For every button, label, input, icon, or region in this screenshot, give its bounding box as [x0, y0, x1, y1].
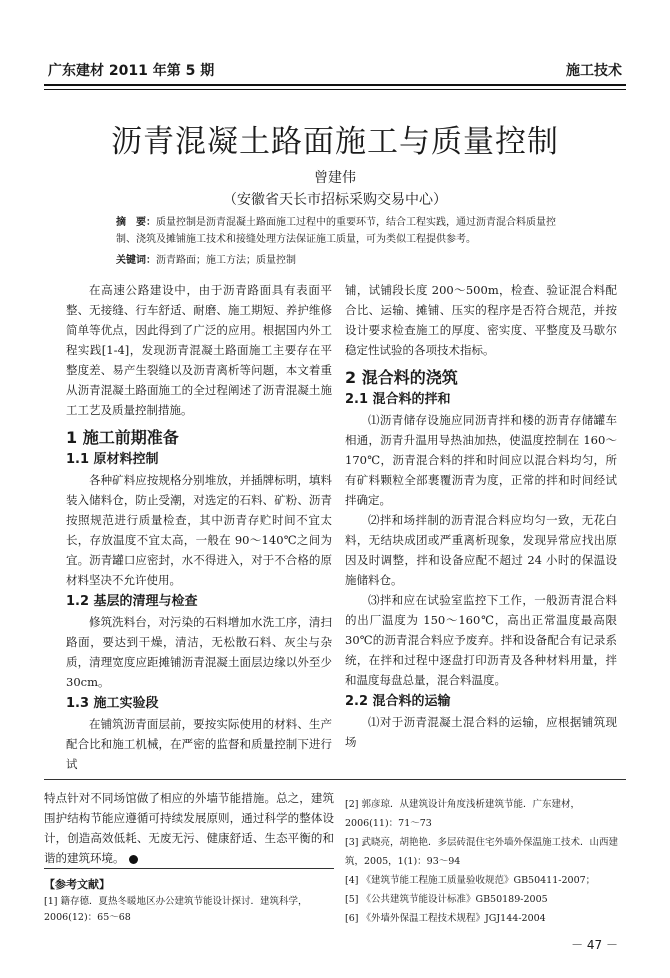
subsection-heading-2-2: 2.2 混合料的运输: [345, 694, 451, 709]
paragraph-1-3: 在铺筑沥青面层前，要按实际使用的材料、生产配合比和施工机械，在严密的监督和质量控制下进行试: [66, 717, 332, 771]
reference-item: [4] 《建筑节能工程施工质量验收规范》GB50411-2007；: [345, 875, 596, 886]
subsection-heading-2-1: 2.1 混合料的拌和: [345, 392, 451, 407]
section-heading-2: 2 混合料的浇筑: [345, 368, 458, 387]
paragraph-1-2: 修筑洗料台，对污染的石料增加水洗工序，清扫路面，要达到干燥，清洁，无松散石料、灰尘与杂质，清理宽度应距摊铺沥青混凝土面层边缘以外至少 30cm。: [66, 615, 332, 689]
article-divider: [44, 779, 626, 780]
paragraph-2-2-1: ⑴对于沥青混凝土混合料的运输，应根据铺筑现场: [345, 715, 617, 749]
affiliation: （安徽省天长市招标采购交易中心）: [223, 192, 447, 208]
abstract-text: 质量控制是沥青混凝土路面施工过程中的重要环节，结合工程实践，通过沥青混合料质量控制、浇筑及摊铺施工技术和接缝处理方法保证施工质量，可为类似工程提供参考。: [116, 217, 556, 245]
references-rule: [44, 868, 334, 869]
running-header: [44, 56, 626, 82]
references-title: 【参考文献】: [44, 878, 110, 891]
section-heading-1: 1 施工前期准备: [66, 428, 179, 447]
right-column: [345, 280, 617, 752]
reference-item: [2] 郭彦琼．从建筑设计角度浅析建筑节能．广东建材，2006(11)：71～73: [345, 799, 580, 829]
reference-item: [1] 籍存德．夏热冬暖地区办公建筑节能设计探讨．建筑科学，2006(12)：65～68: [44, 896, 308, 923]
reference-item: [6] 《外墙外保温工程技术规程》JGJ144-2004: [345, 913, 546, 924]
reference-item: [5] 《公共建筑节能设计标准》GB50189-2005: [345, 894, 548, 905]
keywords-text: 沥青路面；施工方法；质量控制: [156, 255, 296, 266]
references-left: [44, 894, 334, 926]
paragraph-1-3-cont: 铺，试铺段长度 200～500m，检查、验证混合料配合比、运输、摊铺、压实的程序是否符合规范，并按设计要求检查施工的厚度、密实度、平整度及马歇尔稳定性试验的各项技术指标。: [345, 283, 617, 357]
reference-item: [3] 武晓亮，胡艳艳．多层砖混住宅外墙外保温施工技术．山西建筑，2005，1(1)：93～94: [345, 837, 618, 867]
left-column: [66, 280, 332, 774]
references-right: [345, 795, 627, 928]
abstract: [116, 214, 570, 248]
keywords: [116, 251, 570, 266]
article-title: 沥青混凝土路面施工与质量控制: [111, 124, 559, 160]
abstract-label: 摘 要：: [116, 217, 156, 228]
keywords-label: 关键词：: [116, 255, 156, 266]
subsection-heading-1-1: 1.1 原材料控制: [66, 452, 159, 467]
header-rule-thin: [44, 89, 626, 90]
previous-article-ending: [44, 788, 334, 868]
paragraph-2-1-3: ⑶拌和应在试验室监控下工作，一般沥青混合料的出厂温度为 150～160℃，高出正常温度最高限 30℃的沥青混合料应予废弃。拌和设备配合有记录系统，在拌和过程中逐盘打印沥青及各种材料用量，拌和温度每盘总量，混合料温度。: [345, 593, 617, 687]
subsection-heading-1-2: 1.2 基层的清理与检查: [66, 594, 198, 609]
end-mark-icon: [129, 855, 138, 864]
page-number: － 47 －: [571, 938, 618, 952]
intro-paragraph: 在高速公路建设中，由于沥青路面具有表面平整、无接缝、行车舒适、耐磨、施工期短、养护维修简单等优点，因此得到了广泛的应用。根据国内外工程实践[1-4]，发现沥青混凝土路面施工主要存在平整度差、易产生裂缝以及沥青离析等问题，本文着重从沥青混凝土路面施工的全过程阐述了沥青混凝土施工工艺及质量控制措施。: [66, 283, 332, 417]
paragraph-2-1-2: ⑵拌和场拌制的沥青混合料应均匀一致，无花白料，无结块成团或严重离析现象，发现异常应找出原因及时调整，拌和设备应配不超过 24 小时的保温设施储料仓。: [345, 513, 617, 587]
paragraph-1-1: 各种矿料应按规格分别堆放，并插牌标明，填料装入储料仓，防止受潮，对选定的石料、矿粉、沥青按照规范进行质量检查，其中沥青存贮时间不宜太长，存放温度不宜太高，一般在 90～140℃之间为宜。沥青罐口应密封，水不得进入，对于不合格的原材料坚决不允许使用。: [66, 473, 332, 587]
paragraph-2-1-1: ⑴沥青储存设施应同沥青拌和楼的沥青存储罐车相通，沥青升温用导热油加热，使温度控制在 160～170℃，沥青混合料的拌和时间应以混合料均匀，所有矿料颗粒全部裹覆沥青为度，正常的拌和时间经试拌确定。: [345, 413, 617, 507]
journal-issue: 广东建材 2011 年第 5 期: [48, 63, 215, 79]
previous-article-text: 特点针对不同场馆做了相应的外墙节能措施。总之，建筑围护结构节能应遵循可持续发展原则，通过科学的整体设计，创造高效低耗、无废无污、健康舒适、生态平衡的和谐的建筑环境。: [44, 791, 334, 865]
section-label: 施工技术: [566, 63, 622, 79]
header-rule: [44, 84, 626, 86]
author: 曾建伟: [314, 170, 356, 186]
subsection-heading-1-3: 1.3 施工实验段: [66, 696, 159, 711]
